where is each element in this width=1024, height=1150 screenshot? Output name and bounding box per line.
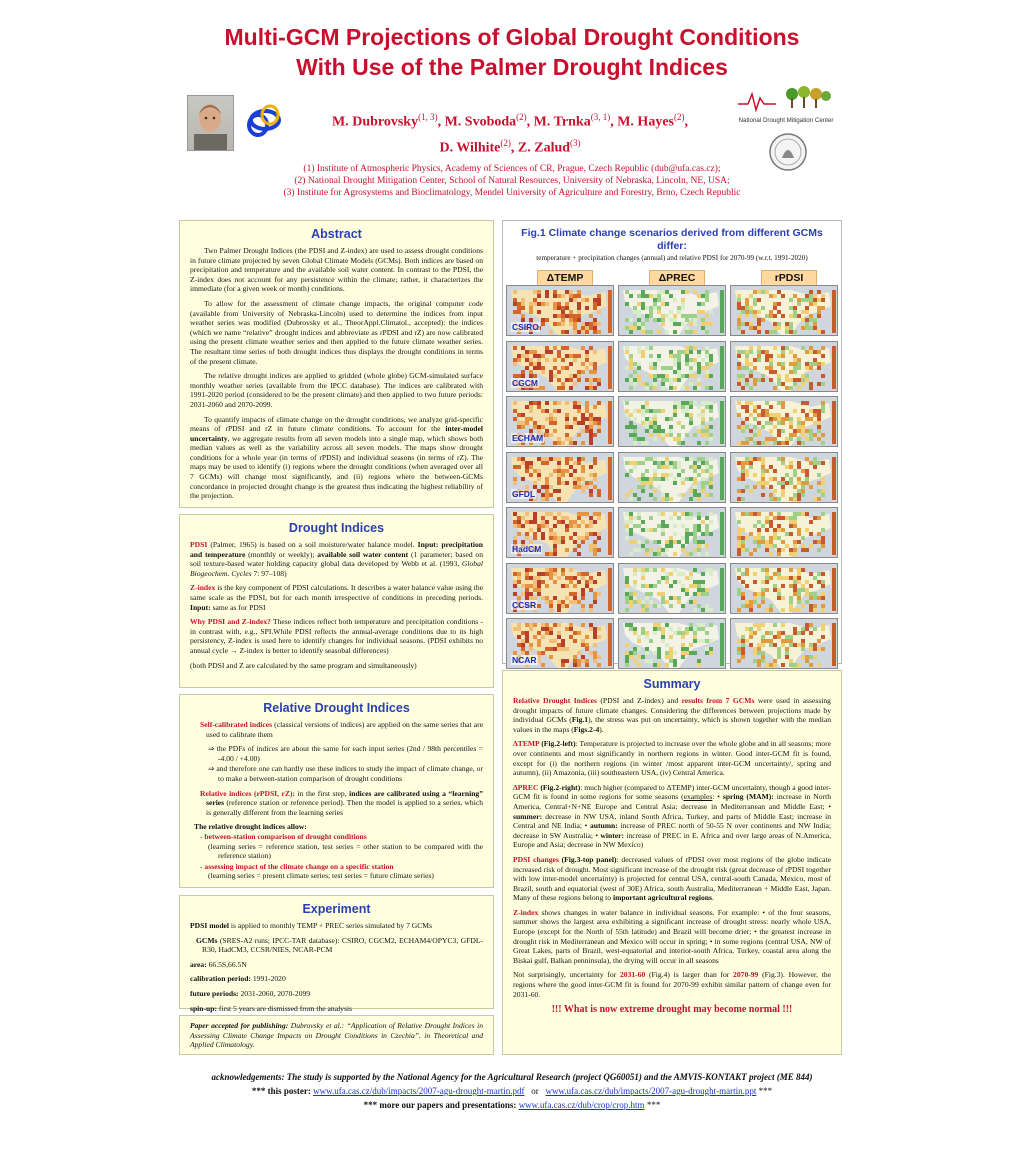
author-name: M. Hayes (617, 114, 674, 130)
affiliations (150, 163, 874, 199)
map-hadcm-rpdsi (730, 507, 838, 558)
summary-panel (502, 670, 842, 1055)
map-hadcm-temp (506, 507, 614, 558)
author-photo (187, 95, 234, 151)
self-calibrated-point-1: ⇒ the PDFs of indices are about the same for each input series (2nd / 98th percentiles = -4.00 / +4.00) (208, 744, 483, 763)
model-label: CGCM (512, 377, 538, 388)
figure-1-subtitle: temperature + precipitation changes (annual) and relative PDSI for 2070-99 (w.r.t. 1991-2020) (536, 254, 808, 262)
experiment-item: area: 66.5S,66.5N (190, 959, 247, 969)
allow-item-2-detail: (learning series = present climate series; test series = future climate series) (208, 871, 434, 881)
author-affil-mark: (2) (516, 112, 527, 122)
model-label: ECHAM (512, 433, 544, 443)
drought-indices-heading: Drought Indices (288, 521, 385, 535)
experiment-item: PDSI model is applied to monthly TEMP + PREC series simulated by 7 GCMs (190, 921, 433, 930)
summary-paragraph: PDSI changes (Fig.3-top panel): decreased values of rPDSI over most regions of the globe indicate increased risk of drought. Most significant increase of the drought risk (great decrease of rPDSI together with low inter-model uncertainty) is projected for central USA, central-south Canada, Mexico, most of Brazil, south and equatorial (west of 30E) Africa, south Australia, Mediterranean + Middle East, Japan. Many of these regions belong to important agricultural regions. (513, 854, 831, 903)
indices-note: (both PDSI and Z are calculated by the same program and simultaneously) (190, 660, 417, 670)
self-calibrated-text: Self-calibrated indices (classical versions of indices) are applied on the same series that are used to calibrate them (200, 720, 484, 739)
map-csiro-temp (506, 285, 614, 336)
affiliation-1: (1) Institute of Atmospheric Physics, Academy of Sciences of CR, Prague, Czech Republic (dub@ufa.cas.cz); (303, 164, 721, 174)
papers-link-line: *** more our papers and presentations: www.ufa.cas.cz/dub/crop/crop.htm *** (363, 1100, 661, 1110)
affiliation-2: (2) National Drought Mitigation Center, School of Natural Resources, University of Nebraska, Lincoln, NE, USA; (294, 176, 730, 186)
map-ncar-rpdsi (730, 618, 838, 669)
relative-indices-panel (179, 694, 494, 888)
map-gfdl-prec (618, 452, 726, 503)
summary-paragraph: Relative Drought Indices (PDSI and Z-index) and results from 7 GCMs were used in assessing drought impacts of future climate changes. Considering the differences between projections made by individual GCMs (Fig.1), the stress was put on uncertainty, which is shown together with the median values in the maps (Figs.2-4). (513, 696, 831, 734)
experiment-item: calibration period: 1991-2020 (190, 974, 286, 984)
map-cgcm-prec (618, 341, 726, 392)
model-label: NCAR (512, 655, 537, 665)
summary-conclusion: !!! What is now extreme drought may become normal !!! (551, 1004, 793, 1016)
author-affil-mark: (2) (500, 137, 511, 148)
model-label: GFDL (512, 488, 536, 499)
author-name: M. Trnka (533, 114, 591, 130)
poster-pdf-link[interactable]: www.ufa.cas.cz/dub/impacts/2007-agu-drought-martin.pdf (313, 1086, 525, 1096)
author-list: M. Dubrovsky$^{(1, 3)}$, M. Svoboda$^{(2)}$, M. Trnka$^{(3, 1)}$, M. Hayes$^{(2)}$, D. Wilhite$^{(2)}$, Z. Zalud$^{(3)}$ (332, 112, 688, 156)
author-name: M. Svoboda (444, 114, 517, 130)
experiment-panel (179, 895, 494, 1013)
column-header-rpdsi: rPDSI (761, 270, 817, 286)
map-ccsr-rpdsi (730, 563, 838, 614)
acknowledgements: acknowledgements: The study is supported by the National Agency for the Agricultural Research (project QG60051) and the AMVIS-KONTAKT project (ME 844) (211, 1072, 813, 1082)
map-csiro-rpdsi (730, 285, 838, 336)
map-ncar-prec (618, 618, 726, 669)
why-indices: Why PDSI and Z-index? These indices reflect both temperature and precipitation conditions - in contrast with, e.g., SPI.While PDSI reflects the annual-average conditions due to its high persistency, Z-index is used here to identify changes for individual seasons. (PDSI exhibits no annual cycle → Z-index is better to identify seasobal differences) (190, 617, 484, 655)
map-echam-rpdsi (730, 396, 838, 447)
author-name: D. Wilhite (439, 140, 501, 156)
zindex-description: Z-index is the key component of PDSI calculations. It describes a water balance value using the same scale as the PDSI, but for each month irrespective of conditions in preceding periods. Input: same as for PDSI (190, 583, 483, 612)
map-ccsr-prec (618, 563, 726, 614)
experiment-item: GCMs (SRES-A2 runs; IPCC-TAR database): CSIRO, CGCM2, ECHAM4/OPYC3, GFDL-R30, HadCM3, CCSR/NIES, NCAR-PCM (196, 935, 483, 955)
ndmc-logo (736, 84, 836, 124)
poster-ppt-link[interactable]: www.ufa.cas.cz/dub/impacts/2007-agu-drought-martin.ppt (545, 1086, 757, 1096)
poster-title (0, 22, 1024, 82)
summary-paragraph: Not surprisingly, uncertainty for 2031-60 (Fig.4) is larger than for 2070-99 (Fig.3). However, the regions where the good inter-GCM fit is found for 2070-99 exhibit similar pattern of change even for 2031-60. (513, 970, 831, 999)
figure-1-panel (502, 220, 842, 664)
accepted-paper-panel (179, 1015, 494, 1055)
author-name: M. Dubrovsky (332, 114, 419, 130)
relative-indices-heading: Relative Drought Indices (263, 701, 410, 715)
model-label: HadCM (512, 544, 542, 554)
map-echam-prec (618, 396, 726, 447)
pdsi-description: PDSI (Palmer, 1965) is based on a soil moisture/water balance model. Input: precipitation and temperature (monthly or weekly); available soil water content (1 parameter; based on soil texture-based water holding capacity global data developed by Webb et al. (1993, Global Biogeochem. Cycles 7: 97–108) (190, 540, 483, 578)
map-ccsr-temp (506, 563, 614, 614)
column-header-prec: ΔPREC (649, 270, 705, 286)
model-label: CCSR (512, 599, 537, 610)
figure-1-title: Fig.1 Climate change scenarios derived from different GCMs differ: (521, 227, 823, 252)
map-cgcm-rpdsi (730, 341, 838, 392)
author-affil-mark: (3) (570, 137, 581, 148)
affiliation-3: (3) Institute for Agrosystems and Bioclimatology, Mendel University of Agriculture and Forestry, Brno, Czech Republic (283, 188, 741, 198)
poster-links: *** this poster: www.ufa.cas.cz/dub/impacts/2007-agu-drought-martin.pdf or www.ufa.cas.cz/dub/impacts/2007-agu-drought-martin.ppt *** (251, 1086, 773, 1096)
abstract-heading: Abstract (311, 227, 362, 241)
author-affil-mark: (2) (673, 112, 685, 122)
author-name: Z. Zalud (517, 140, 571, 156)
allow-heading: The relative drought indices allow: (194, 822, 307, 832)
summary-heading: Summary (643, 677, 701, 691)
map-csiro-prec (618, 285, 726, 336)
drought-indices-panel (179, 514, 494, 688)
map-ncar-temp (506, 618, 614, 669)
relative-indices-text: Relative indices (rPDSI, rZ): in the first step, indices are calibrated using a “learning” series (reference station or reference period). Then the model is applied to a series, which is generally different from the learning series (200, 788, 484, 817)
title-line-2: With Use of the Palmer Drought Indices (296, 54, 728, 80)
map-gfdl-rpdsi (730, 452, 838, 503)
abstract-paragraph: To allow for the assessment of climate change impacts, the original computer code (available from University of Nebraska-Lincoln) used to determine the indices from input weather series was modified (Dubrovsky et al., TheorAppl.Climatol., accepted): the indices (which we name “relative” drought indices and abbreviate as rPDSI and rZ) are now calibrated using the present climate weather series and then applied to the future climate weather series. The resultant time series of both drought indices thus displays the drought conditions in terms of the present climate. (190, 298, 483, 366)
column-header-temp: ΔTEMP (537, 270, 593, 286)
papers-link[interactable]: www.ufa.cas.cz/dub/crop/crop.htm (518, 1100, 645, 1110)
abstract-paragraph: The relative drought indices are applied to gridded (whole globe) GCM-simulated surface monthly weather series (available from the IPCC database). The indices are calibrated with 1991-2020 period (considered to be the present climate) and then applied to two future periods: 2031-2060 and 2070-2099. (190, 371, 483, 409)
summary-paragraph: Z-index shows changes in water balance in individual seasons. For example: • of the four seasons, summer shows the largest area exhibiting a significant increase of drought stress: nearly whole USA, Europe (except for the North of 55th latitude) and Brazil will become drier; • the greatest increase in drought risk in Mediterranean and Mexico will occur in spring; • in some regions (central USA, NW of Great Lakes, parts of Brazil, west-equatorial and interior-south Africa, Turkey, coastal area along the Biskai gulf, Balkan penninsula), the drying will occur in all seasons (513, 907, 831, 965)
summary-paragraph: ΔPREC (Fig.2-right): much higher (compared to ΔTEMP) inter-GCM uncertainty, though a good inter-GCM fit is found in some regions for some seasons (examples: • spring (MAM): increase in North America, Central+N+NE Europe and Central Asia; decrease in Mediterranean and Middle East; • summer: decrease in NW USA, inland South Africa, Turkey, and parts of Middle East; increase in Central and NE India; • autumn: increase of PREC north of 50-55 N over continents and NW India; decrease in SW Australia; • winter: increase of PREC in E. Africa and over large areas of N.America, Europe and Asia; decrease in NW Mexico) (513, 782, 832, 850)
map-cgcm-temp (506, 341, 614, 392)
abstract-panel (179, 220, 494, 508)
allow-item-1: - between-station comparison of drought conditions (200, 831, 367, 841)
allow-item-2: - assessing impact of the climate change on a specific station (200, 861, 394, 871)
map-hadcm-prec (618, 507, 726, 558)
title-line-1: Multi-GCM Projections of Global Drought Conditions (224, 24, 800, 50)
author-affil-mark: (3, 1) (590, 112, 611, 122)
summary-paragraph: ΔTEMP (Fig.2-left): Temperature is projected to increase over the whole globe and in all seasons; more over continents and most significantly in northern regions in winter. Good inter-GCM fit is found, except for (i) the northern regions (in winter /most apparent inter-GCM uncertainty/, spring and autumn), (ii) Amazonia, (iii) southeastern USA, (iv) Central America. (513, 739, 831, 778)
map-gfdl-temp (506, 452, 614, 503)
footer (60, 1070, 964, 1112)
ndmc-logo-text: National Drought Mitigation Center (738, 117, 834, 124)
experiment-item: future periods: 2031-2060, 2070-2099 (190, 988, 311, 998)
self-calibrated-point-2: ⇒ and therefore one can hardly use these indices to study the impact of climate change, or to make a between-station comparison of drought conditions (208, 764, 483, 783)
experiment-heading: Experiment (302, 902, 371, 916)
allow-item-1-detail: (learning series = reference station, test series = other station to be compared with the reference station) (208, 841, 483, 861)
experiment-item: spin-up: first 5 years are dismissed from the analysis (190, 1003, 352, 1013)
abstract-paragraph: Two Palmer Drought Indices (the PDSI and Z-index) are used to assess drought conditions in future climate projected by seven Global Climate Models (GCMs). Both indices are based on precipitation and temperature and the available soil water content. In contrast to the PDSI, the Z-index does not account for any persistence within the climate; rather, it characterizes the immediate (for a given week or month) conditions. (190, 246, 483, 294)
abstract-paragraph: To quantify impacts of climate change on the drought conditions, we analyze grid-specific means of rPDSI and rZ in future climate conditions. To account for the inter-model uncertainty, we aggregate results from all seven models into a single map, which shows both median values as well as the variability across all seven models. The maps show drought conditions for a whole year (in terms of rPDSI) and individual seasons (in terms of rZ). The maps may be used to identify (i) regions where the drought conditions (when averaged over all 7 GCMs) will change most significantly, and (ii) regions where the between-GCMs concordance in projected drought change is the greatest thus indicating the highest reliability of the projection. (190, 414, 483, 501)
map-echam-temp (506, 396, 614, 447)
author-affil-mark: (1, 3) (418, 112, 438, 122)
model-label: CSIRO (512, 322, 539, 332)
accepted-paper-text: Paper accepted for publishing: Dubrovsky et al.: “Application of Relative Drought Indices in Assessing Climate Change Impacts on Drought Conditions in Czechia”. in Theoretical and Applied Climatology. (190, 1021, 483, 1050)
